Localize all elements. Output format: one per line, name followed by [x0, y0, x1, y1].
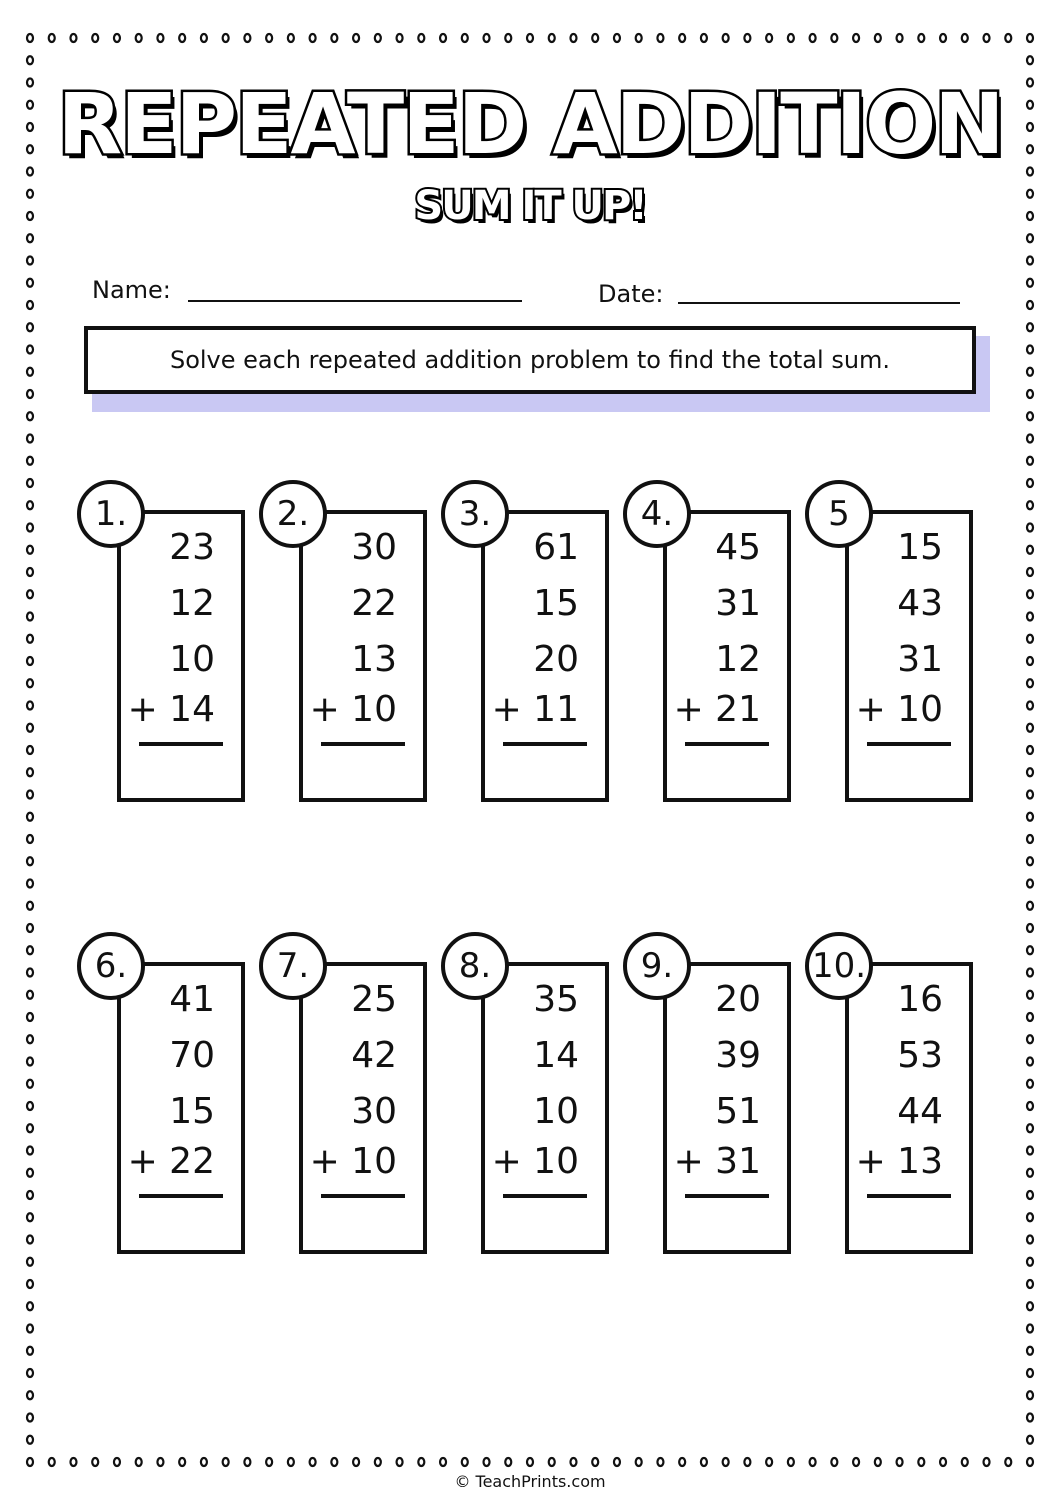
- problem-card: [441, 480, 641, 780]
- border-dot: [27, 1147, 33, 1155]
- border-dot: [918, 1458, 924, 1466]
- border-dot: [27, 791, 33, 799]
- border-dot: [1027, 1236, 1033, 1244]
- border-dot: [1027, 813, 1033, 821]
- addend: 25: [351, 979, 397, 1020]
- problem-number: 9.: [640, 946, 674, 986]
- addend: 70: [169, 1035, 215, 1076]
- problem-number-badge: [259, 932, 327, 1000]
- problem-card: [259, 932, 459, 1232]
- border-dot: [223, 34, 229, 42]
- problem-card: [805, 932, 1005, 1232]
- addend: 30: [351, 1091, 397, 1132]
- border-dot: [288, 34, 294, 42]
- copyright-footer: © TeachPrints.com: [454, 1472, 606, 1491]
- border-dot: [636, 1458, 642, 1466]
- answer-line[interactable]: [503, 1194, 587, 1198]
- border-dot: [440, 1458, 446, 1466]
- border-dot: [27, 1414, 33, 1422]
- border-dot: [1027, 346, 1033, 354]
- border-dot: [27, 1369, 33, 1377]
- border-dot: [505, 34, 511, 42]
- border-dot: [27, 368, 33, 376]
- border-dot: [636, 34, 642, 42]
- problem-card: [77, 480, 277, 780]
- border-dot: [27, 813, 33, 821]
- border-dot: [940, 1458, 946, 1466]
- border-dot: [875, 34, 881, 42]
- border-dot: [679, 34, 685, 42]
- border-dot: [1027, 479, 1033, 487]
- addend: + 21: [673, 689, 761, 730]
- border-dot: [1027, 568, 1033, 576]
- problem-number: 6.: [94, 946, 128, 986]
- instruction-text: Solve each repeated addition problem to find the total sum.: [169, 346, 891, 374]
- border-dot: [27, 390, 33, 398]
- border-dot: [462, 34, 468, 42]
- border-dot: [49, 1458, 55, 1466]
- addend: + 10: [309, 1141, 397, 1182]
- addend: 61: [533, 527, 579, 568]
- border-dot: [27, 991, 33, 999]
- border-dot: [766, 34, 772, 42]
- border-dot: [1027, 902, 1033, 910]
- border-dot: [92, 34, 98, 42]
- border-dot: [1027, 34, 1033, 42]
- border-dot: [353, 34, 359, 42]
- border-dot: [1027, 390, 1033, 398]
- addend: 35: [533, 979, 579, 1020]
- border-dot: [1027, 657, 1033, 665]
- addend: 31: [897, 639, 943, 680]
- border-dot: [1027, 412, 1033, 420]
- addend: 31: [715, 583, 761, 624]
- border-dot: [1027, 969, 1033, 977]
- border-dot: [1027, 524, 1033, 532]
- problem-card: [77, 932, 277, 1232]
- border-dot: [484, 1458, 490, 1466]
- border-dot: [27, 657, 33, 665]
- border-dot: [27, 924, 33, 932]
- border-dot: [1027, 746, 1033, 754]
- problem-number-badge: [77, 932, 145, 1000]
- border-dot: [27, 168, 33, 176]
- addend: 43: [897, 583, 943, 624]
- border-dot: [49, 34, 55, 42]
- addend: 39: [715, 1035, 761, 1076]
- border-dot: [1027, 56, 1033, 64]
- border-dot: [1027, 1035, 1033, 1043]
- border-dot: [70, 34, 76, 42]
- border-dot: [27, 835, 33, 843]
- border-dot: [27, 746, 33, 754]
- border-dot: [27, 590, 33, 598]
- border-dot: [1027, 880, 1033, 888]
- addend: + 10: [309, 689, 397, 730]
- addend: 12: [169, 583, 215, 624]
- border-dot: [1027, 1391, 1033, 1399]
- border-dot: [27, 1058, 33, 1066]
- answer-line[interactable]: [685, 742, 769, 746]
- border-dot: [701, 34, 707, 42]
- border-dot: [962, 34, 968, 42]
- border-dot: [27, 1213, 33, 1221]
- border-dot: [527, 1458, 533, 1466]
- addend: + 31: [673, 1141, 761, 1182]
- border-dot: [723, 34, 729, 42]
- border-dot: [1027, 702, 1033, 710]
- problem-number: 8.: [458, 946, 492, 986]
- problem-number: 5: [828, 494, 850, 534]
- border-dot: [1027, 257, 1033, 265]
- border-dot: [810, 34, 816, 42]
- addend: 42: [351, 1035, 397, 1076]
- border-dot: [27, 1258, 33, 1266]
- border-dot: [27, 679, 33, 687]
- problem-number: 4.: [640, 494, 674, 534]
- answer-line[interactable]: [321, 1194, 405, 1198]
- border-dot: [984, 34, 990, 42]
- border-dot: [375, 34, 381, 42]
- border-dot: [657, 1458, 663, 1466]
- border-dot: [897, 1458, 903, 1466]
- addend: 20: [533, 639, 579, 680]
- border-dot: [201, 1458, 207, 1466]
- date-field[interactable]: [678, 302, 960, 304]
- answer-line[interactable]: [867, 742, 951, 746]
- border-dot: [114, 1458, 120, 1466]
- border-dot: [1027, 635, 1033, 643]
- border-dot: [27, 880, 33, 888]
- addend: 16: [897, 979, 943, 1020]
- border-dot: [1027, 791, 1033, 799]
- border-dot: [440, 34, 446, 42]
- border-dot: [570, 1458, 576, 1466]
- problem-card: [805, 480, 1005, 780]
- border-dot: [549, 1458, 555, 1466]
- border-dot: [1027, 457, 1033, 465]
- border-dot: [27, 613, 33, 621]
- border-dot: [27, 568, 33, 576]
- border-dot: [1027, 1258, 1033, 1266]
- border-dot: [27, 323, 33, 331]
- border-dot: [27, 1124, 33, 1132]
- border-dot: [223, 1458, 229, 1466]
- border-dot: [27, 56, 33, 64]
- answer-line[interactable]: [503, 742, 587, 746]
- problem-number: 10.: [811, 946, 867, 986]
- border-dot: [1027, 1280, 1033, 1288]
- border-dot: [1027, 991, 1033, 999]
- border-dot: [1027, 1102, 1033, 1110]
- border-dot: [1027, 1058, 1033, 1066]
- border-dot: [1027, 679, 1033, 687]
- border-dot: [27, 1280, 33, 1288]
- border-dot: [179, 34, 185, 42]
- name-label: Name:: [92, 276, 171, 304]
- border-dot: [114, 34, 120, 42]
- border-dot: [1027, 768, 1033, 776]
- border-dot: [27, 457, 33, 465]
- problem-number: 7.: [276, 946, 310, 986]
- border-dot: [1027, 368, 1033, 376]
- problem-number-badge: [805, 480, 873, 548]
- border-dot: [418, 1458, 424, 1466]
- border-dot: [1027, 613, 1033, 621]
- problem-number-badge: [259, 480, 327, 548]
- border-dot: [27, 1458, 33, 1466]
- border-dot: [27, 1436, 33, 1444]
- answer-line[interactable]: [139, 1194, 223, 1198]
- problem-number: 1.: [94, 494, 128, 534]
- border-dot: [570, 34, 576, 42]
- border-dot: [27, 1325, 33, 1333]
- border-dot: [27, 501, 33, 509]
- border-dot: [505, 1458, 511, 1466]
- border-dot: [27, 969, 33, 977]
- border-dot: [27, 346, 33, 354]
- border-dot: [179, 1458, 185, 1466]
- border-dot: [1027, 279, 1033, 287]
- border-dot: [310, 1458, 316, 1466]
- border-dot: [27, 34, 33, 42]
- border-dot: [766, 1458, 772, 1466]
- problem-number: 2.: [276, 494, 310, 534]
- addend: 44: [897, 1091, 943, 1132]
- problem-card: [623, 932, 823, 1232]
- border-dot: [1027, 724, 1033, 732]
- addend: 14: [533, 1035, 579, 1076]
- border-dot: [484, 34, 490, 42]
- border-dot: [27, 768, 33, 776]
- border-dot: [1027, 1080, 1033, 1088]
- border-dot: [940, 34, 946, 42]
- answer-line[interactable]: [321, 742, 405, 746]
- instruction-box: [84, 326, 976, 394]
- border-dot: [92, 1458, 98, 1466]
- addend: + 11: [491, 689, 579, 730]
- border-dot: [1027, 1458, 1033, 1466]
- border-dot: [1027, 924, 1033, 932]
- border-dot: [27, 1080, 33, 1088]
- border-dot: [1027, 1013, 1033, 1021]
- answer-line[interactable]: [139, 742, 223, 746]
- addend: 51: [715, 1091, 761, 1132]
- border-dot: [1005, 1458, 1011, 1466]
- addend: 12: [715, 639, 761, 680]
- border-dot: [331, 34, 337, 42]
- border-dot: [27, 1191, 33, 1199]
- border-dot: [27, 524, 33, 532]
- border-dot: [353, 1458, 359, 1466]
- border-dot: [27, 635, 33, 643]
- border-dot: [397, 1458, 403, 1466]
- border-dot: [853, 34, 859, 42]
- border-dot: [1027, 1213, 1033, 1221]
- worksheet-title: REPEATED ADDITION: [57, 75, 1003, 173]
- border-dot: [1027, 1191, 1033, 1199]
- border-dot: [266, 34, 272, 42]
- border-dot: [1027, 590, 1033, 598]
- border-dot: [27, 412, 33, 420]
- addend: + 10: [491, 1141, 579, 1182]
- border-dot: [1027, 1147, 1033, 1155]
- border-dot: [244, 1458, 250, 1466]
- border-dot: [1027, 1169, 1033, 1177]
- border-dot: [27, 257, 33, 265]
- border-dot: [244, 34, 250, 42]
- addend: + 22: [127, 1141, 215, 1182]
- name-field[interactable]: [188, 300, 522, 302]
- problem-card: [441, 932, 641, 1232]
- border-dot: [136, 1458, 142, 1466]
- border-dot: [266, 1458, 272, 1466]
- addend: 45: [715, 527, 761, 568]
- border-dot: [831, 34, 837, 42]
- border-dot: [1027, 501, 1033, 509]
- border-dot: [788, 1458, 794, 1466]
- border-dot: [27, 946, 33, 954]
- border-dot: [157, 1458, 163, 1466]
- border-dot: [897, 34, 903, 42]
- border-dot: [157, 34, 163, 42]
- border-dot: [27, 279, 33, 287]
- border-dot: [614, 1458, 620, 1466]
- border-dot: [27, 1102, 33, 1110]
- border-dot: [853, 1458, 859, 1466]
- border-dot: [418, 34, 424, 42]
- addend: 10: [533, 1091, 579, 1132]
- border-dot: [27, 435, 33, 443]
- addend: 15: [897, 527, 943, 568]
- border-dot: [1027, 168, 1033, 176]
- addend: + 13: [855, 1141, 943, 1182]
- border-dot: [27, 902, 33, 910]
- border-dot: [27, 1347, 33, 1355]
- problem-number-badge: [77, 480, 145, 548]
- problem-number-badge: [441, 932, 509, 1000]
- border-dot: [744, 34, 750, 42]
- border-dot: [984, 1458, 990, 1466]
- border-dot: [27, 1391, 33, 1399]
- border-dot: [1027, 1124, 1033, 1132]
- addend: 30: [351, 527, 397, 568]
- border-dot: [701, 1458, 707, 1466]
- border-dot: [1027, 546, 1033, 554]
- border-dot: [614, 34, 620, 42]
- border-dot: [1027, 1436, 1033, 1444]
- date-label: Date:: [598, 280, 664, 308]
- border-dot: [875, 1458, 881, 1466]
- problem-number-badge: [805, 932, 873, 1000]
- addend: 15: [169, 1091, 215, 1132]
- border-dot: [918, 34, 924, 42]
- addend: + 10: [855, 689, 943, 730]
- problem-number-badge: [441, 480, 509, 548]
- border-dot: [375, 1458, 381, 1466]
- border-dot: [962, 1458, 968, 1466]
- border-dot: [1027, 1347, 1033, 1355]
- border-dot: [788, 34, 794, 42]
- border-dot: [1005, 34, 1011, 42]
- border-dot: [657, 34, 663, 42]
- addend: 15: [533, 583, 579, 624]
- border-dot: [310, 34, 316, 42]
- problem-card: [623, 480, 823, 780]
- border-dot: [1027, 857, 1033, 865]
- border-dot: [27, 1236, 33, 1244]
- worksheet-subtitle: SUM IT UP!: [414, 183, 646, 229]
- border-dot: [592, 34, 598, 42]
- border-dot: [397, 34, 403, 42]
- border-dot: [1027, 234, 1033, 242]
- addend: 20: [715, 979, 761, 1020]
- border-dot: [1027, 1325, 1033, 1333]
- border-dot: [27, 724, 33, 732]
- border-dot: [27, 857, 33, 865]
- problem-number: 3.: [458, 494, 492, 534]
- border-dot: [70, 1458, 76, 1466]
- problem-card: [259, 480, 459, 780]
- border-dot: [27, 546, 33, 554]
- addend: 41: [169, 979, 215, 1020]
- border-dot: [136, 34, 142, 42]
- border-dot: [1027, 1302, 1033, 1310]
- border-dot: [201, 34, 207, 42]
- border-dot: [27, 702, 33, 710]
- border-dot: [527, 34, 533, 42]
- problem-number-badge: [623, 480, 691, 548]
- border-dot: [1027, 435, 1033, 443]
- border-dot: [27, 1035, 33, 1043]
- border-dot: [462, 1458, 468, 1466]
- border-dot: [1027, 1369, 1033, 1377]
- border-dot: [27, 479, 33, 487]
- addend: + 14: [127, 689, 215, 730]
- border-dot: [1027, 323, 1033, 331]
- border-dot: [27, 1013, 33, 1021]
- border-dot: [27, 234, 33, 242]
- border-dot: [288, 1458, 294, 1466]
- problem-number-badge: [623, 932, 691, 1000]
- border-dot: [810, 1458, 816, 1466]
- border-dot: [679, 1458, 685, 1466]
- border-dot: [27, 1302, 33, 1310]
- border-dot: [723, 1458, 729, 1466]
- addend: 22: [351, 583, 397, 624]
- border-dot: [1027, 1414, 1033, 1422]
- addend: 23: [169, 527, 215, 568]
- border-dot: [831, 1458, 837, 1466]
- addend: 10: [169, 639, 215, 680]
- border-dot: [27, 301, 33, 309]
- answer-line[interactable]: [867, 1194, 951, 1198]
- border-dot: [1027, 946, 1033, 954]
- border-dot: [549, 34, 555, 42]
- addend: 13: [351, 639, 397, 680]
- border-dot: [1027, 835, 1033, 843]
- border-dot: [592, 1458, 598, 1466]
- border-dot: [1027, 301, 1033, 309]
- answer-line[interactable]: [685, 1194, 769, 1198]
- border-dot: [744, 1458, 750, 1466]
- border-dot: [27, 1169, 33, 1177]
- addend: 53: [897, 1035, 943, 1076]
- border-dot: [331, 1458, 337, 1466]
